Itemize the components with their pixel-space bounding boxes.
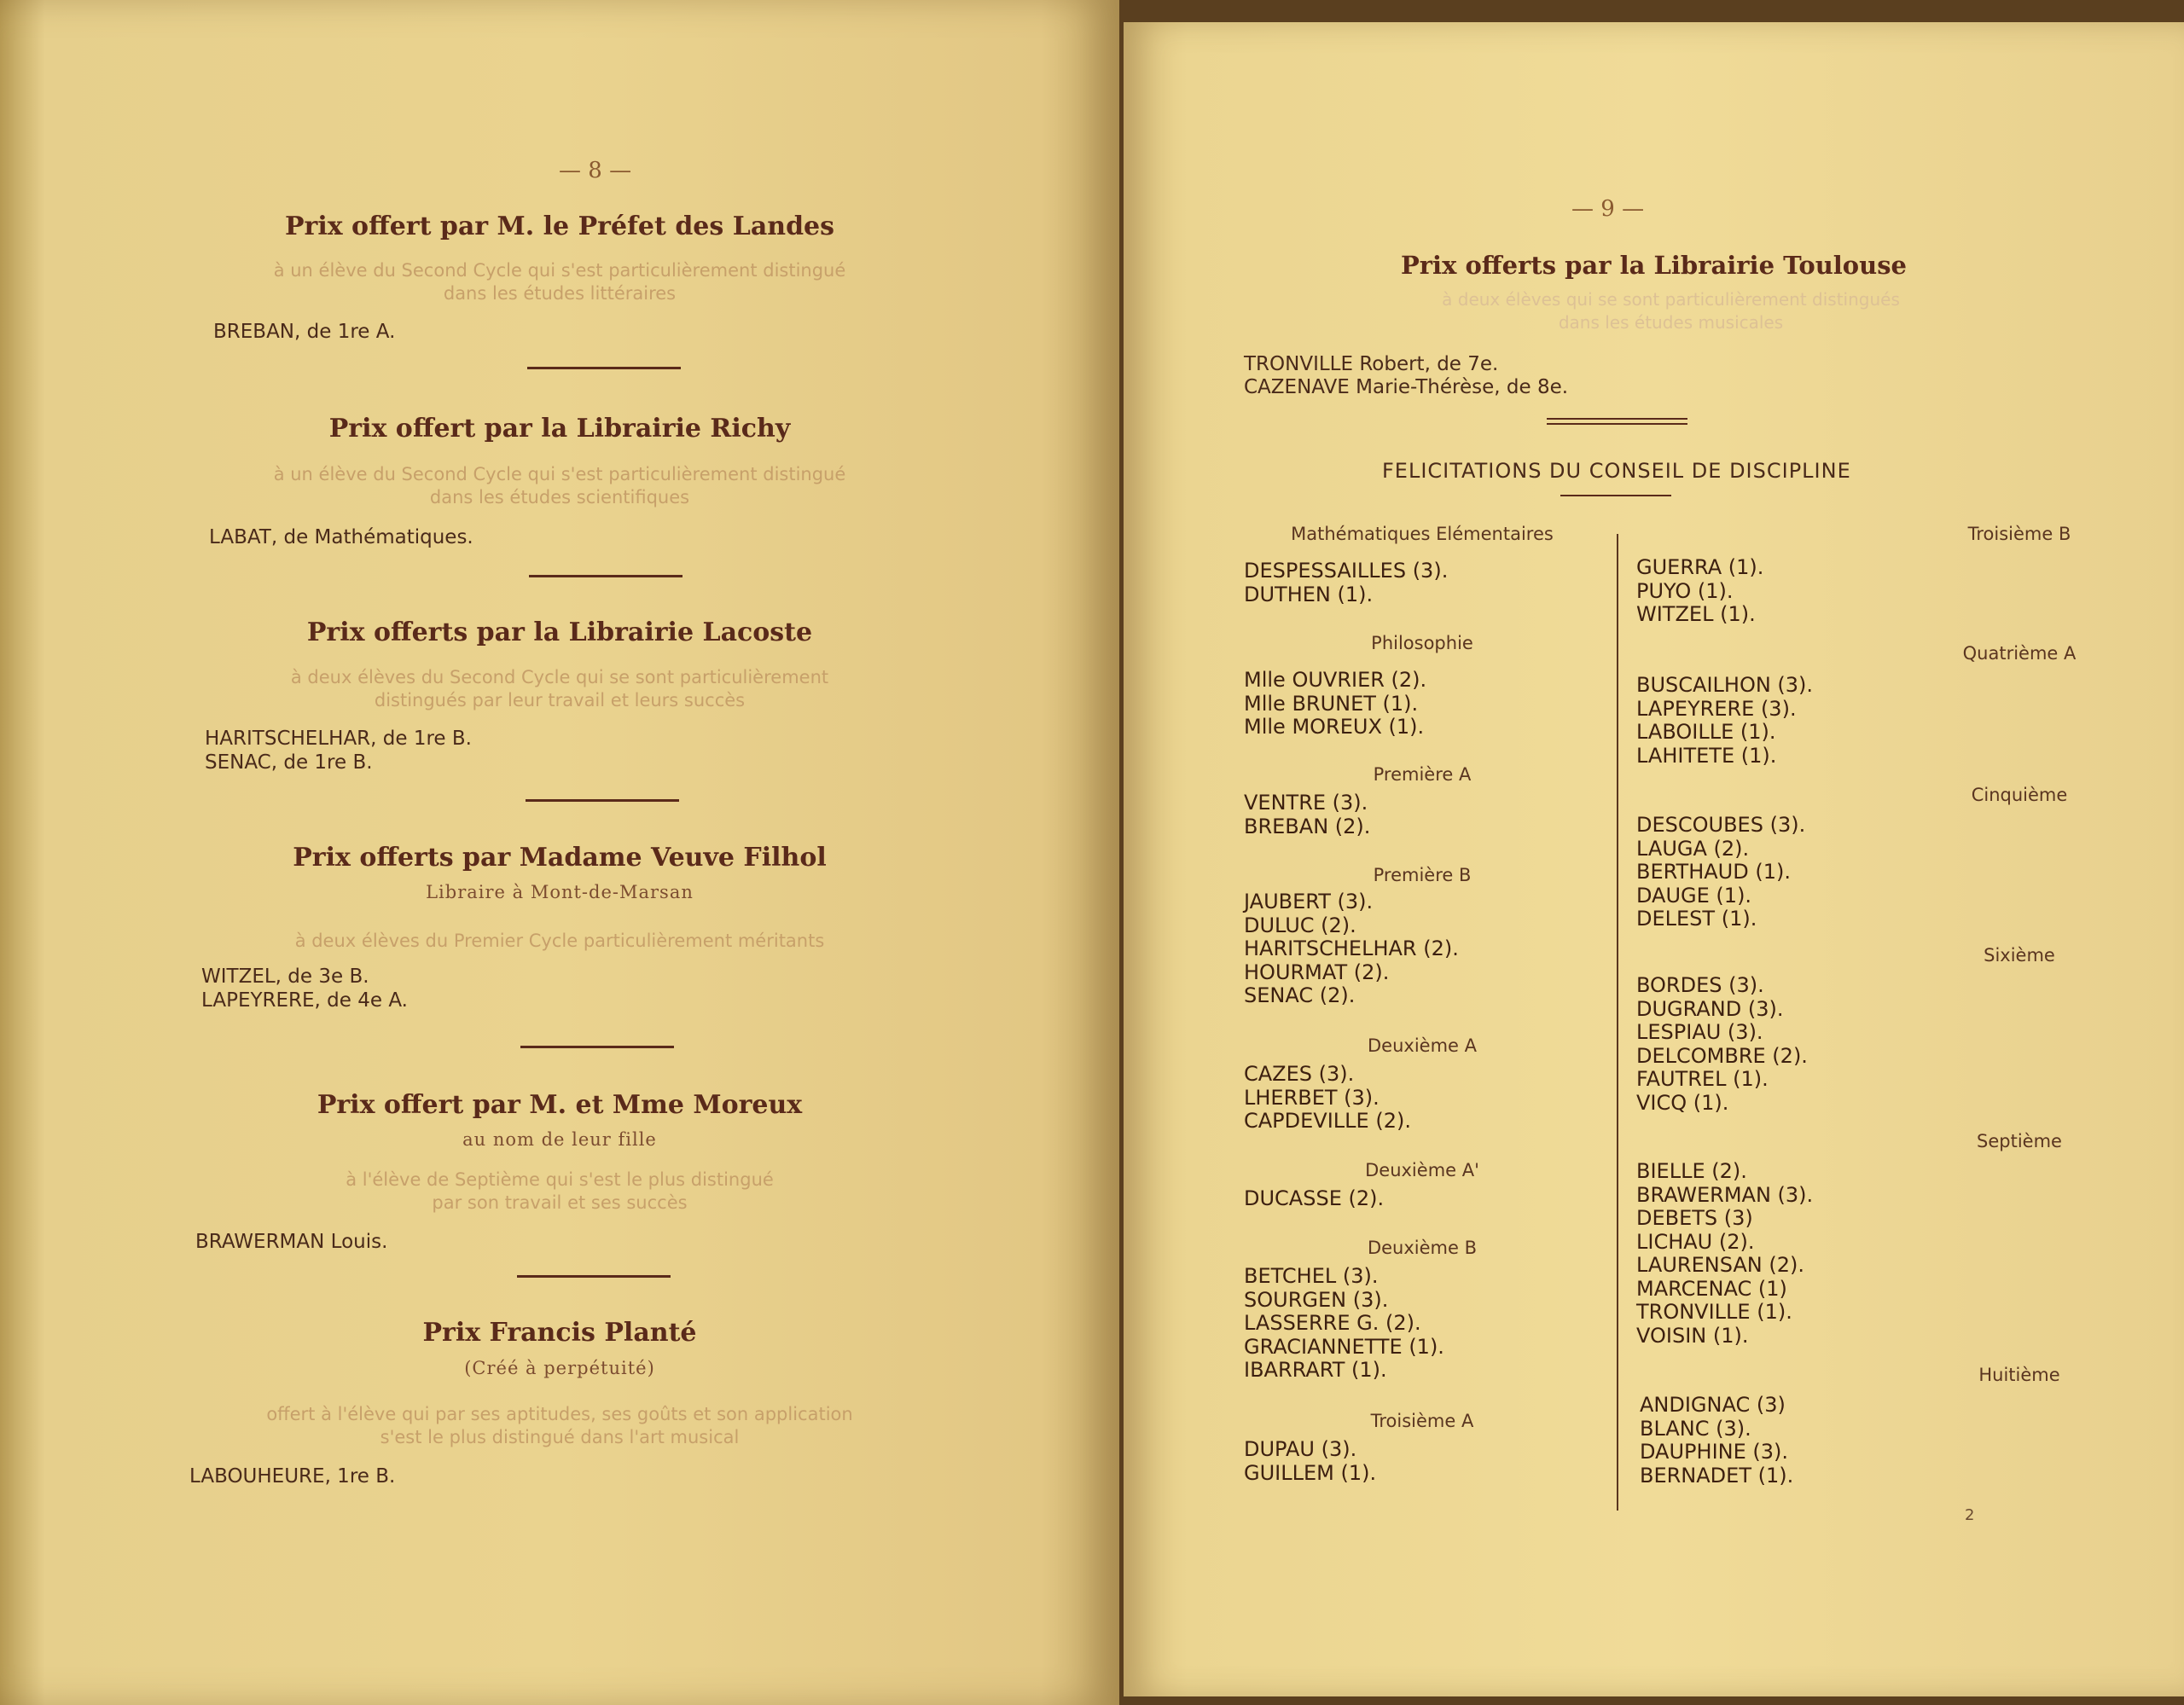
section-title: FELICITATIONS DU CONSEIL DE DISCIPLINE bbox=[1382, 459, 1851, 483]
class-heading: Deuxième B bbox=[1367, 1238, 1478, 1258]
student-list: BUSCAILHON (3). LAPEYRERE (3). LABOILLE (1). LAHITETE (1). bbox=[1636, 673, 1814, 768]
class-heading: Cinquième bbox=[1971, 785, 2068, 805]
section-underline bbox=[1560, 495, 1671, 496]
prize-description: à l'élève de Septième qui s'est le plus distingué par son travail et ses succès bbox=[346, 1169, 774, 1213]
student-list: VENTRE (3). BREBAN (2). bbox=[1244, 791, 1371, 838]
student-list: Mlle OUVRIER (2). Mlle BRUNET (1). Mlle MOREUX (1). bbox=[1244, 668, 1427, 739]
divider bbox=[1547, 418, 1687, 420]
page-number: — 8 — bbox=[559, 158, 632, 183]
student-list: ANDIGNAC (3) BLANC (3). DAUPHINE (3). BERNADET (1). bbox=[1640, 1393, 1794, 1488]
prize-winners: LABOUHEURE, 1re B. bbox=[189, 1465, 396, 1488]
prize-description: à un élève du Second Cycle qui s'est particulièrement distingué dans les études littéraires bbox=[273, 260, 846, 304]
prize-winners: WITZEL, de 3e B. LAPEYRERE, de 4e A. bbox=[201, 966, 408, 1012]
prize-description: à un élève du Second Cycle qui s'est particulièrement distingué dans les études scientifiques bbox=[273, 464, 846, 507]
class-heading: Quatrième A bbox=[1962, 643, 2077, 664]
prize-description: à deux élèves du Second Cycle qui se sont particulièrement distingués par leur travail et leurs succès bbox=[290, 667, 829, 710]
class-heading: Septième bbox=[1977, 1131, 2062, 1151]
prize-title: Prix offert par la Librairie Richy bbox=[328, 414, 791, 444]
prize-winners: BRAWERMAN Louis. bbox=[195, 1231, 388, 1253]
prize-title: Prix offert par M. et Mme Moreux bbox=[317, 1090, 803, 1120]
page-number: — 9 — bbox=[1571, 196, 1645, 222]
class-heading: Troisième A bbox=[1370, 1411, 1474, 1431]
prize-subtitle: au nom de leur fille bbox=[462, 1129, 657, 1150]
class-heading: Mathématiques Elémentaires bbox=[1291, 524, 1554, 544]
class-heading: Première B bbox=[1373, 865, 1472, 885]
signature-mark: 2 bbox=[1965, 1506, 1975, 1524]
prize-winners: LABAT, de Mathématiques. bbox=[209, 526, 473, 548]
divider bbox=[1547, 423, 1687, 425]
student-list: DUPAU (3). GUILLEM (1). bbox=[1244, 1437, 1377, 1485]
student-list: CAZES (3). LHERBET (3). CAPDEVILLE (2). bbox=[1244, 1062, 1411, 1133]
student-list: BORDES (3). DUGRAND (3). LESPIAU (3). DELCOMBRE (2). FAUTREL (1). VICQ (1). bbox=[1636, 973, 1808, 1115]
prize-title: Prix Francis Planté bbox=[422, 1318, 697, 1348]
prize-winners: HARITSCHELHAR, de 1re B. SENAC, de 1re B. bbox=[205, 728, 472, 774]
prize-title: Prix offerts par la Librairie Toulouse bbox=[1400, 251, 1908, 280]
prize-title: Prix offerts par Madame Veuve Filhol bbox=[293, 843, 827, 873]
student-list: DESPESSAILLES (3). DUTHEN (1). bbox=[1244, 559, 1449, 606]
student-list: JAUBERT (3). DULUC (2). HARITSCHELHAR (2). HOURMAT (2). SENAC (2). bbox=[1244, 890, 1459, 1007]
class-heading: Deuxième A bbox=[1368, 1035, 1477, 1056]
prize-winners: BREBAN, de 1re A. bbox=[213, 321, 396, 343]
class-heading: Deuxième A' bbox=[1365, 1160, 1479, 1180]
prize-description: à deux élèves qui se sont particulièrement distingués dans les études musicales bbox=[1442, 289, 1900, 333]
student-list: BIELLE (2). BRAWERMAN (3). DEBETS (3) LICHAU (2). LAURENSAN (2). MARCENAC (1) TRONVILLE (1). VOISIN (1). bbox=[1636, 1159, 1814, 1348]
prize-description: à deux élèves du Premier Cycle particulièrement méritants bbox=[294, 931, 825, 951]
student-list: GUERRA (1). PUYO (1). WITZEL (1). bbox=[1636, 555, 1764, 626]
class-heading: Troisième B bbox=[1967, 524, 2071, 544]
divider bbox=[527, 367, 681, 369]
prize-winners: TRONVILLE Robert, de 7e. CAZENAVE Marie-Thérèse, de 8e. bbox=[1244, 353, 1569, 398]
class-heading: Philosophie bbox=[1371, 633, 1473, 653]
class-heading: Huitième bbox=[1978, 1365, 2060, 1385]
prize-subtitle: (Créé à perpétuité) bbox=[464, 1358, 655, 1378]
student-list: DESCOUBES (3). LAUGA (2). BERTHAUD (1). DAUGE (1). DELEST (1). bbox=[1636, 813, 1806, 931]
class-heading: Première A bbox=[1373, 764, 1472, 785]
right-page bbox=[1124, 22, 2184, 1696]
divider bbox=[517, 1275, 671, 1278]
divider bbox=[529, 575, 682, 577]
prize-title: Prix offert par M. le Préfet des Landes bbox=[284, 212, 835, 241]
class-heading: Sixième bbox=[1984, 945, 2055, 966]
prize-title: Prix offerts par la Librairie Lacoste bbox=[306, 618, 813, 647]
prize-description: offert à l'élève qui par ses aptitudes, ses goûts et son application s'est le plus distingué dans l'art musical bbox=[266, 1404, 853, 1447]
divider bbox=[526, 799, 679, 802]
student-list: BETCHEL (3). SOURGEN (3). LASSERRE G. (2). GRACIANNETTE (1). IBARRART (1). bbox=[1244, 1264, 1444, 1382]
divider bbox=[520, 1046, 674, 1048]
column-divider bbox=[1617, 534, 1618, 1511]
student-list: DUCASSE (2). bbox=[1244, 1186, 1385, 1210]
prize-subtitle: Libraire à Mont-de-Marsan bbox=[426, 882, 694, 902]
